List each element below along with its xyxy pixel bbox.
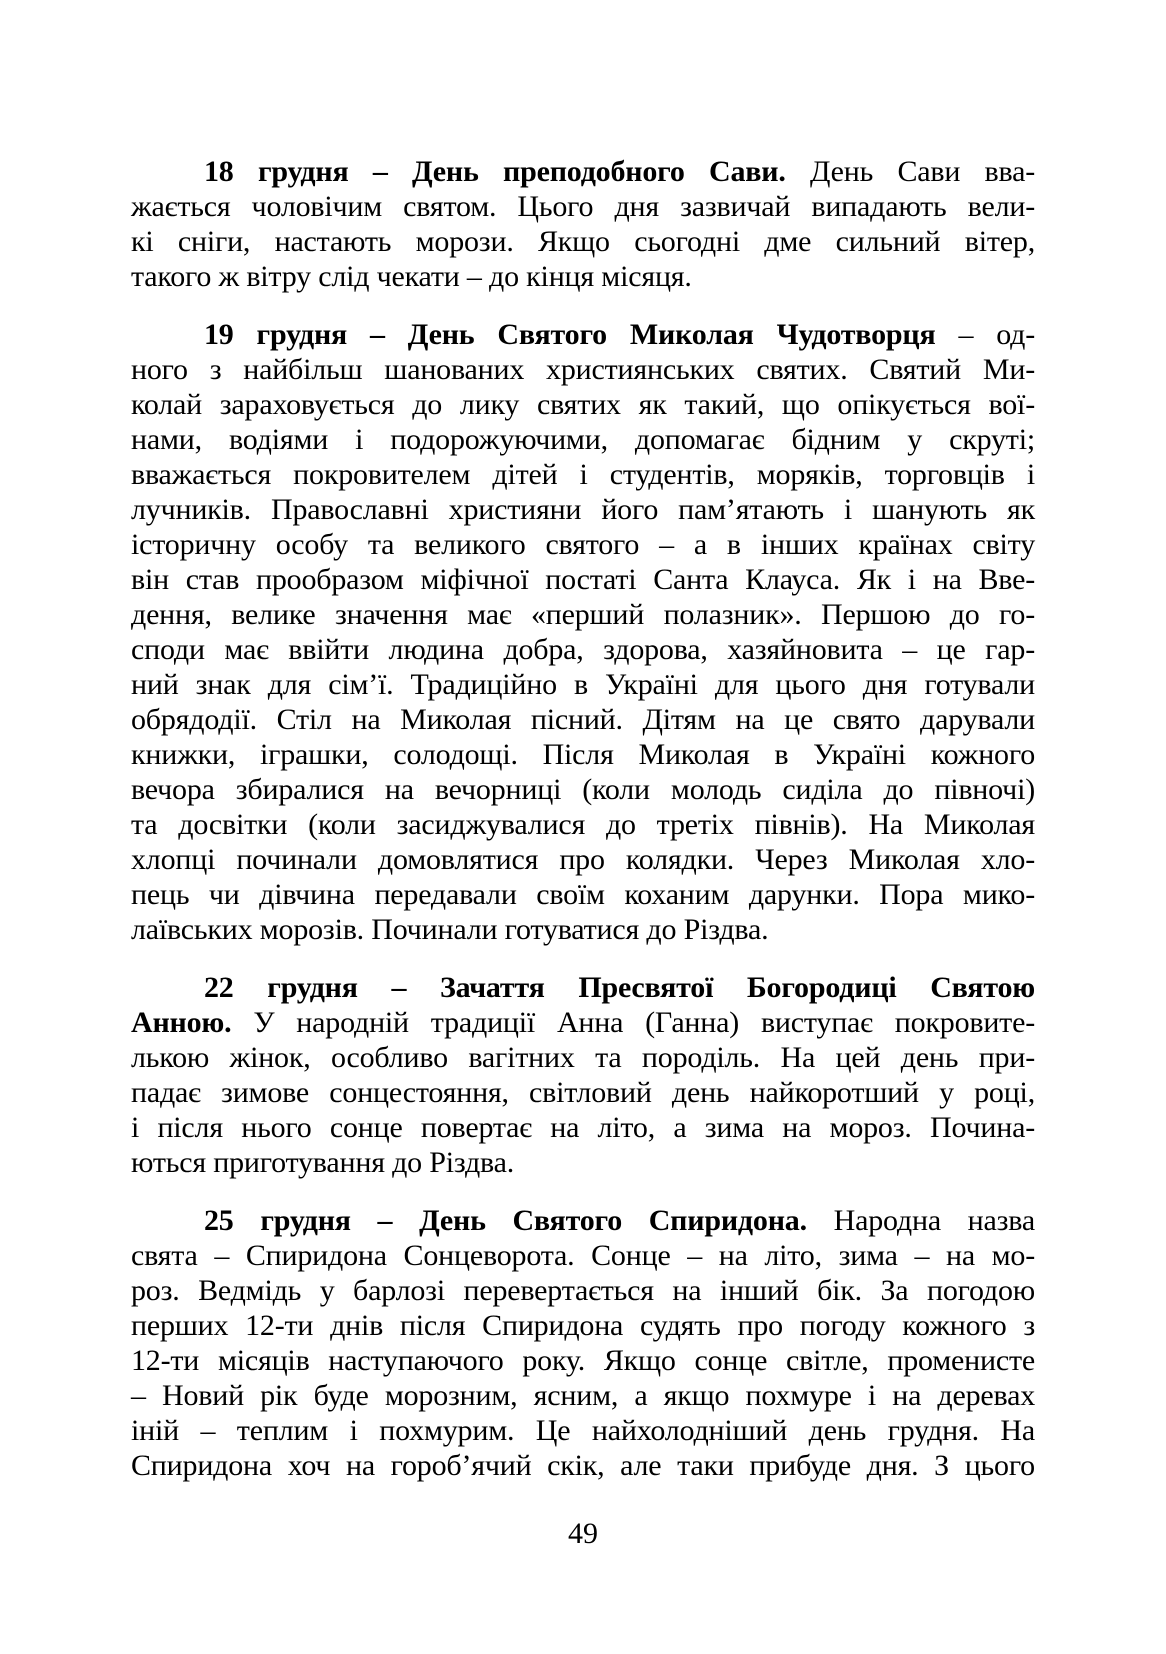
text-line: він став прообразом міфічної постаті Санта Клауса. Як і на Вве- [131, 563, 1035, 596]
text-line: хлопці починали домовлятися про колядки. Через Миколая хло- [131, 843, 1035, 876]
text-line: роз. Ведмідь у барлозі перевертається на інший бік. За погодою [131, 1274, 1035, 1307]
text-line: споди має ввійти людина добра, здорова, хазяйновита – це гар- [131, 633, 1035, 666]
paragraph-december-25 [131, 1203, 1035, 1483]
text-line [131, 317, 1035, 352]
text-line: пець чи дівчина передавали своїм коханим дарунки. Пора мико- [131, 878, 1035, 911]
paragraph-lead: 22 грудня – Зачаття Пресвятої Богородиці Святою [204, 971, 1035, 1004]
text-line: іній – теплим і похмурим. Це найхолодніший день грудня. На [131, 1414, 1035, 1447]
text-line: ний знак для сім’ї. Традиційно в Україні для цього дня готували [131, 668, 1035, 701]
text-line [131, 1005, 1035, 1040]
text-line: лучників. Православні християни його пам’ятають і шанують як [131, 493, 1035, 526]
text-line [131, 154, 1035, 189]
paragraph-lead: 18 грудня – День преподобного Сави. [204, 155, 786, 188]
text-line: ються приготування до Різдва. [131, 1146, 515, 1179]
text-line: 12-ти місяців наступаючого року. Якщо сонце світле, променисте [131, 1344, 1035, 1377]
paragraph-december-22 [131, 970, 1035, 1180]
text-line: та досвітки (коли засиджувалися до третіх півнів). На Миколая [131, 808, 1035, 841]
paragraph-lead: 19 грудня – День Святого Миколая Чудотворця [204, 318, 936, 351]
text-line: свята – Спиридона Сонцеворота. Сонце – на літо, зима – на мо- [131, 1239, 1035, 1272]
text-segment: – од- [935, 318, 1035, 351]
text-segment: Народна назва [806, 1204, 1035, 1237]
text-line: нами, водіями і подорожуючими, допомагає бідним у скруті; [131, 423, 1035, 456]
text-line: – Новий рік буде морозним, ясним, а якщо похмуре і на деревах [131, 1379, 1035, 1412]
text-line [131, 970, 1035, 1005]
paragraph-lead: Анною. [131, 1006, 232, 1039]
paragraph-december-18 [131, 154, 1035, 294]
text-line: вечора збиралися на вечорниці (коли молодь сиділа до півночі) [131, 773, 1035, 806]
text-line: такого ж вітру слід чекати – до кінця місяця. [131, 260, 692, 293]
text-line: перших 12-ти днів після Спиридона судять про погоду кожного з [131, 1309, 1035, 1342]
text-line: обрядодії. Стіл на Миколая пісний. Дітям на це свято дарували [131, 703, 1035, 736]
text-line: історичну особу та великого святого – а в інших країнах світу [131, 528, 1035, 561]
text-line: падає зимове сонцестояння, світловий день найкоротший у році, [131, 1076, 1035, 1109]
text-line: лаївських морозів. Починали готуватися до Різдва. [131, 913, 769, 946]
text-line: книжки, іграшки, солодощі. Після Миколая в Україні кожного [131, 738, 1035, 771]
text-line: ного з найбільш шанованих християнських святих. Святий Ми- [131, 353, 1035, 386]
paragraph-december-19 [131, 317, 1035, 947]
text-line: вважається покровителем дітей і студентів, моряків, торговців і [131, 458, 1035, 491]
page-number: 49 [568, 1517, 598, 1550]
text-line: лькою жінок, особливо вагітних та породіль. На цей день при- [131, 1041, 1035, 1074]
text-line: Спиридона хоч на гороб’ячий скік, але таки прибуде дня. З цього [131, 1449, 1035, 1482]
page-text [131, 154, 1035, 1483]
text-line: жається чоловічим святом. Цього дня зазвичай випадають вели- [131, 190, 1035, 223]
text-line: колай зараховується до лику святих як такий, що опікується вої- [131, 388, 1035, 421]
text-line: і після нього сонце повертає на літо, а зима на мороз. Почина- [131, 1111, 1035, 1144]
text-segment: День Сави вва- [785, 155, 1035, 188]
paragraph-lead: 25 грудня – День Святого Спиридона. [204, 1204, 807, 1237]
text-line [131, 1203, 1035, 1238]
text-line: кі сніги, настають морози. Якщо сьогодні дме сильний вітер, [131, 225, 1035, 258]
text-segment: У народній традиції Анна (Ганна) виступає покровите- [231, 1006, 1035, 1039]
text-line: дення, велике значення має «перший полазник». Першою до го- [131, 598, 1035, 631]
